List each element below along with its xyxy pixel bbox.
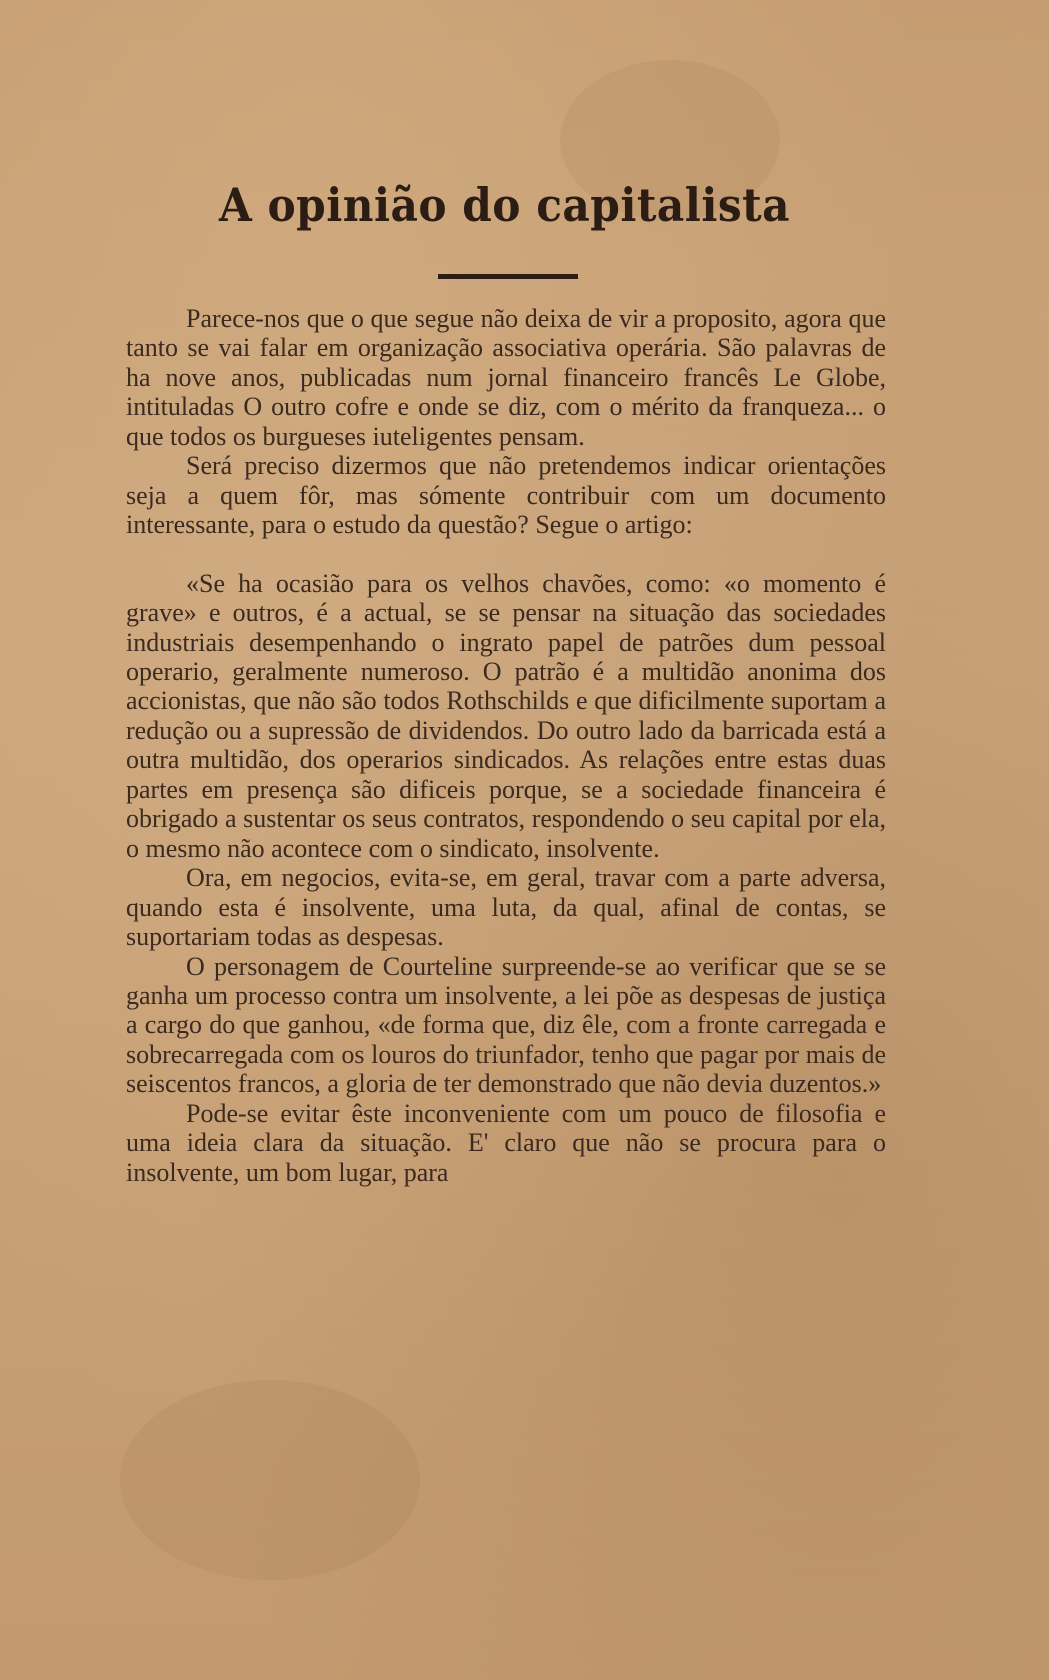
- title-rule: [438, 274, 578, 279]
- paragraph-quote-2: Ora, em negocios, evita-se, em geral, travar com a parte adversa, quando esta é insolvente, uma luta, da qual, afinal de contas, se suportariam todas as despesas.: [126, 863, 886, 952]
- article-title: A opinião do capitalista: [218, 178, 791, 232]
- paragraph-quote-3: O personagem de Courteline surpreende-se ao verificar que se se ganha um processo contra um insolvente, a lei põe as despesas de justiça a cargo do que ganhou, «de forma que, diz êle, com a fronte carregada e sobrecarregada com os louros do triunfador, tenho que pagar por mais de seiscentos francos, a gloria de ter demonstrado que não devia duzentos.»: [126, 951, 886, 1099]
- paragraph-purpose: Será preciso dizermos que não pretendemos indicar orientações seja a quem fôr, mas sómente contribuir com um documento interessante, para o estudo da questão? Segue o artigo:: [126, 451, 886, 540]
- paragraph-quote-1: «Se ha ocasião para os velhos chavões, como: «o momento é grave» e outros, é a actual, se se pensar na situação das sociedades industriais desempenhando o ingrato papel de patrões dum pessoal operario, geralmente numeroso. O patrão é a multidão anonima dos accionistas, que não são todos Rothschilds e que dificilmente suportam a redução ou a supressão de dividendos. Do outro lado da barricada está a outra multidão, dos operarios sindicados. As relações entre estas duas partes em presença são dificeis porque, se a sociedade financeira é obrigado a sustentar os seus contratos, respondendo o seu capital por ela, o mesmo não acontece com o sindicato, insolvente.: [126, 568, 886, 863]
- paragraph-quote-4: Pode-se evitar êste inconveniente com um pouco de filosofia e uma ideia clara da situação. E' claro que não se procura para o insolvente, um bom lugar, para: [126, 1098, 886, 1187]
- paper-stain: [120, 1380, 420, 1580]
- paragraph-intro: Parece-nos que o que segue não deixa de vir a proposito, agora que tanto se vai falar em organização associativa operária. São palavras de ha nove anos, publicadas num jornal financeiro francês Le Globe, intituladas O outro cofre e onde se diz, com o mérito da franqueza... o que todos os burgueses iuteligentes pensam.: [126, 304, 886, 451]
- article-body: [126, 304, 886, 1187]
